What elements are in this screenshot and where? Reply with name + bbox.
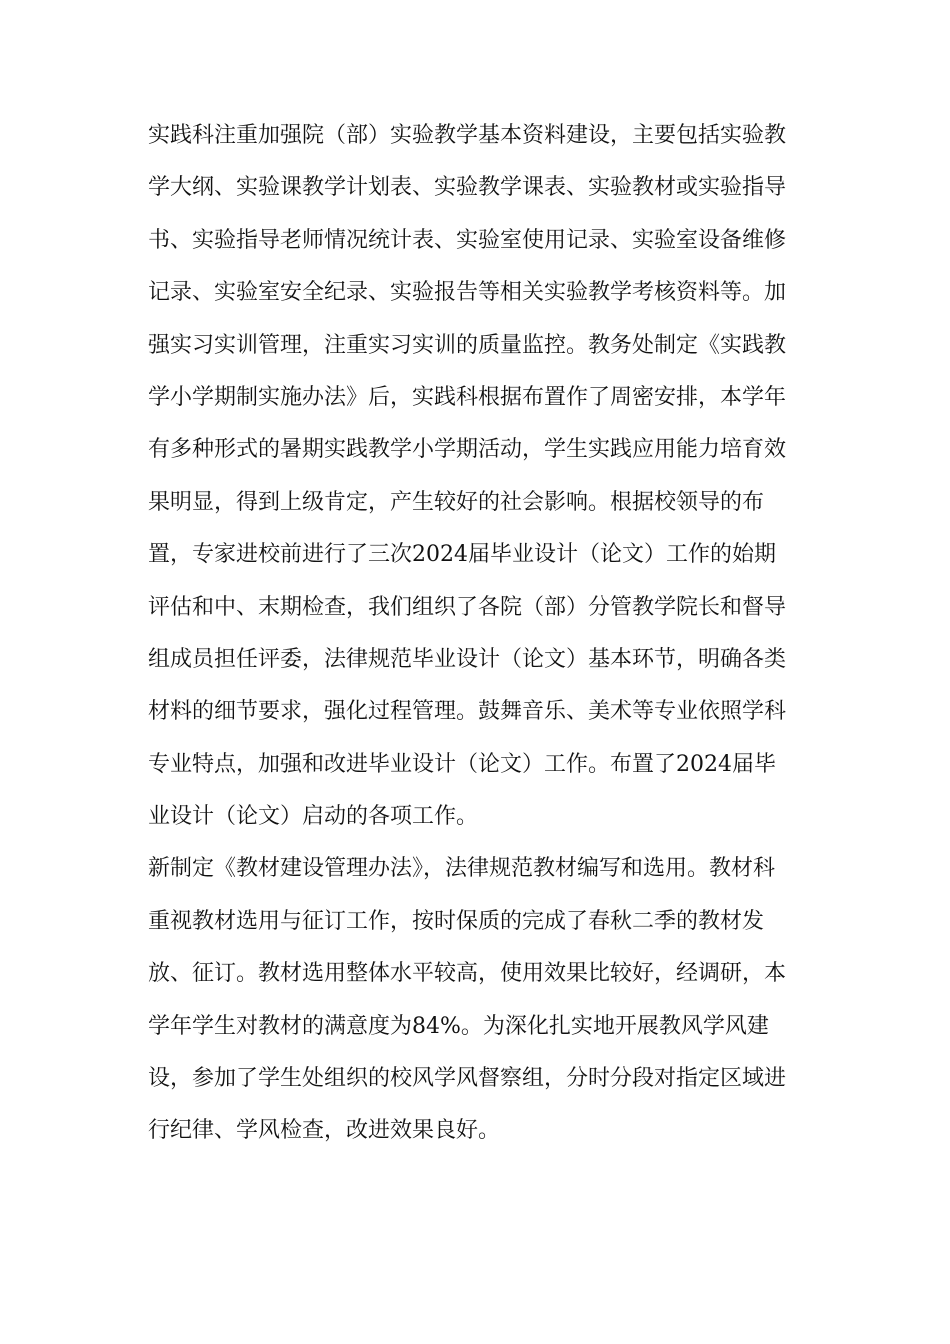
text-line: 果明显，得到上级肯定，产生较好的社会影响。根据校领导的布	[148, 489, 765, 515]
text-line: 评估和中、末期检查，我们组织了各院（部）分管教学院长和督导	[148, 594, 787, 620]
paragraph-textbook-management	[148, 843, 808, 1157]
text-line: 放、征订。教材选用整体水平较高，使用效果比较好，经调研，本	[148, 961, 787, 987]
text-line: 置，专家进校前进行了三次2024届毕业设计（论文）工作的始期	[148, 542, 776, 568]
text-line: 新制定《教材建设管理办法》，法律规范教材编写和选用。教材科	[148, 856, 776, 882]
paragraph-lab-teaching	[148, 110, 808, 843]
text-line: 业设计（论文）启动的各项工作。	[148, 804, 479, 830]
text-line: 有多种形式的暑期实践教学小学期活动，学生实践应用能力培育效	[148, 437, 787, 463]
text-line: 实践科注重加强院（部）实验教学基本资料建设，主要包括实验教	[148, 123, 787, 148]
text-line: 学大纲、实验课教学计划表、实验教学课表、实验教材或实验指导	[148, 175, 787, 201]
text-line: 学年学生对教材的满意度为84%。为深化扎实地开展教风学风建	[148, 1013, 769, 1039]
text-line: 材料的细节要求，强化过程管理。鼓舞音乐、美术等专业依照学科	[148, 699, 787, 725]
text-line: 记录、实验室安全纪录、实验报告等相关实验教学考核资料等。加	[148, 280, 787, 306]
text-line: 强实习实训管理，注重实习实训的质量监控。教务处制定《实践教	[148, 332, 787, 358]
text-line: 专业特点，加强和改进毕业设计（论文）工作。布置了2024届毕	[148, 751, 776, 777]
text-line: 重视教材选用与征订工作，按时保质的完成了春秋二季的教材发	[148, 908, 765, 934]
text-line: 设，参加了学生处组织的校风学风督察组，分时分段对指定区域进	[148, 1066, 787, 1092]
text-line: 组成员担任评委，法律规范毕业设计（论文）基本环节，明确各类	[148, 646, 787, 672]
text-line: 学小学期制实施办法》后，实践科根据布置作了周密安排，本学年	[148, 384, 787, 410]
text-line: 行纪律、学风检查，改进效果良好。	[148, 1118, 501, 1144]
document-body	[148, 110, 808, 1158]
text-line: 书、实验指导老师情况统计表、实验室使用记录、实验室设备维修	[148, 227, 787, 253]
